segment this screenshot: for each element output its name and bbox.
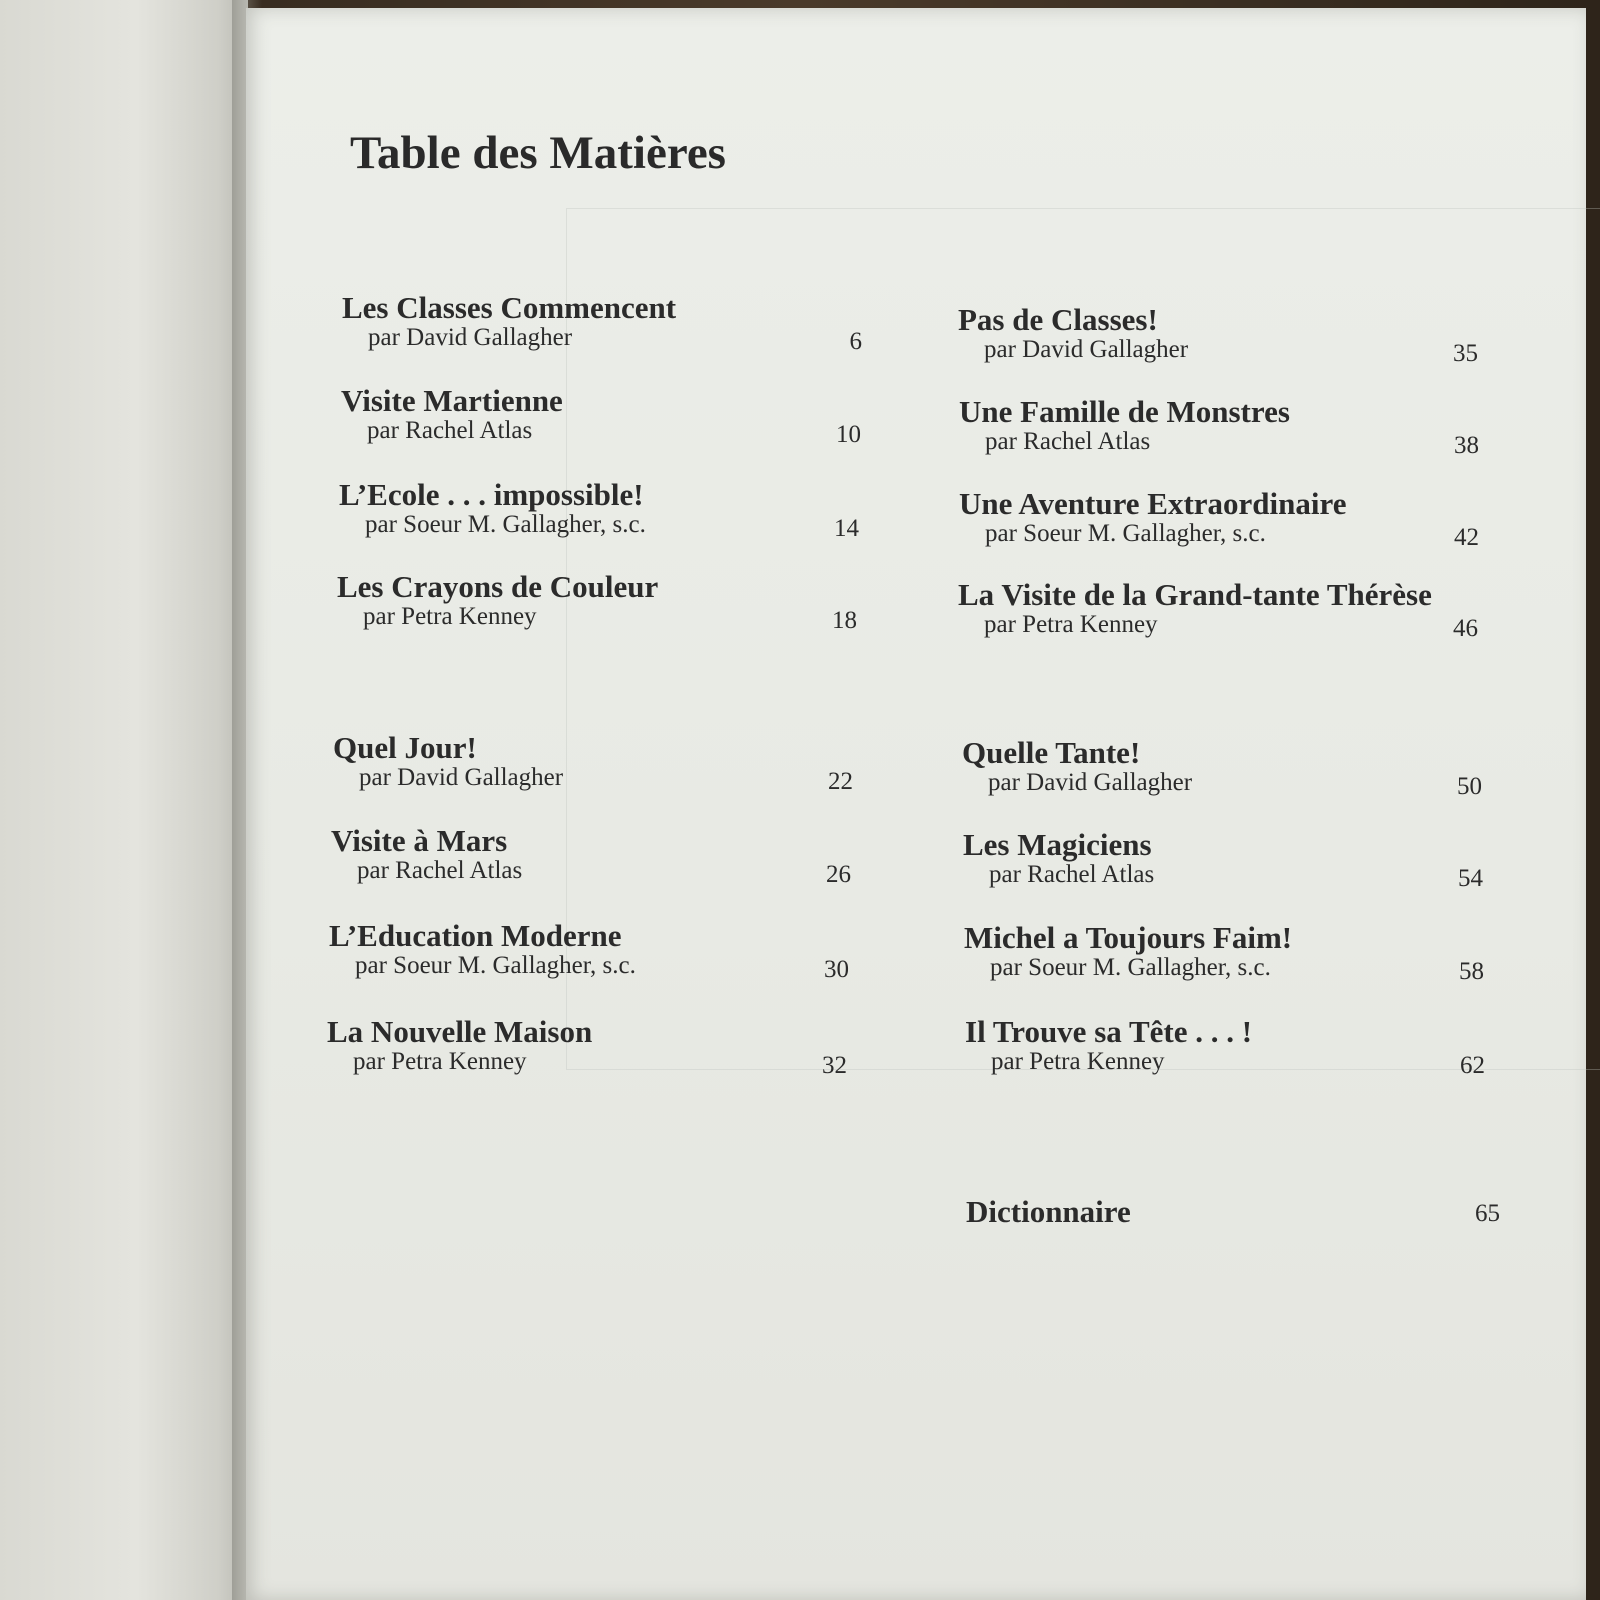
- entry-page-number: 58: [1459, 958, 1484, 985]
- entry-title: Quel Jour!: [333, 730, 477, 765]
- entry-author: par David Gallagher: [988, 769, 1193, 796]
- entry-author: par Soeur M. Gallagher, s.c.: [355, 952, 636, 979]
- entry-title: La Visite de la Grand-tante Thérèse: [958, 577, 1432, 612]
- entry-title: La Nouvelle Maison: [327, 1014, 593, 1049]
- entry-author: par Soeur M. Gallagher, s.c.: [985, 520, 1266, 547]
- entry-author: par David Gallagher: [368, 324, 573, 351]
- entry-author: par Rachel Atlas: [357, 857, 523, 884]
- entry-title: Pas de Classes!: [958, 302, 1158, 337]
- entry-page-number: 30: [824, 956, 849, 983]
- entry-page-number: 32: [822, 1052, 847, 1079]
- entry-page-number: 54: [1458, 865, 1483, 892]
- entry-page-number: 26: [826, 861, 851, 888]
- entry-title: Quelle Tante!: [962, 735, 1141, 770]
- entry-page-number: 42: [1454, 524, 1479, 551]
- entry-title: Il Trouve sa Tête . . . !: [965, 1014, 1253, 1049]
- entry-author: par Rachel Atlas: [367, 417, 533, 444]
- entry-title: Les Crayons de Couleur: [337, 569, 659, 604]
- entry-page-number: 50: [1457, 773, 1482, 800]
- entry-title: Les Magiciens: [963, 827, 1152, 862]
- entry-page-number: 6: [849, 328, 862, 355]
- entry-author: par Soeur M. Gallagher, s.c.: [365, 511, 646, 538]
- entry-author: par David Gallagher: [359, 764, 564, 791]
- entry-page-number: 10: [836, 421, 861, 448]
- left-page: [0, 0, 248, 1600]
- entry-title: Une Famille de Monstres: [959, 394, 1290, 429]
- entry-author: par Rachel Atlas: [985, 428, 1151, 455]
- entry-title: Michel a Toujours Faim!: [964, 920, 1293, 955]
- entry-title: Les Classes Commencent: [342, 290, 677, 325]
- dictionary-title: Dictionnaire: [966, 1194, 1131, 1229]
- page-title: Table des Matières: [350, 127, 726, 179]
- entry-page-number: 14: [834, 515, 859, 542]
- entry-page-number: 35: [1453, 340, 1478, 367]
- right-page: [246, 8, 1586, 1600]
- entry-page-number: 18: [832, 607, 857, 634]
- entry-page-number: 22: [828, 768, 853, 795]
- entry-title: Visite Martienne: [341, 383, 563, 418]
- dictionary-page-number: 65: [1475, 1200, 1500, 1227]
- entry-author: par David Gallagher: [984, 336, 1189, 363]
- entry-author: par Soeur M. Gallagher, s.c.: [990, 954, 1271, 981]
- entry-title: L’Education Moderne: [329, 918, 622, 953]
- entry-author: par Petra Kenney: [363, 603, 537, 630]
- entry-page-number: 46: [1453, 615, 1478, 642]
- entry-title: L’Ecole . . . impossible!: [339, 477, 644, 512]
- entry-page-number: 38: [1454, 432, 1479, 459]
- entry-author: par Petra Kenney: [353, 1048, 527, 1075]
- entry-author: par Petra Kenney: [984, 611, 1158, 638]
- entry-author: par Petra Kenney: [991, 1048, 1165, 1075]
- entry-title: Une Aventure Extraordinaire: [959, 486, 1347, 521]
- entry-title: Visite à Mars: [331, 823, 508, 858]
- entry-author: par Rachel Atlas: [989, 861, 1155, 888]
- entry-page-number: 62: [1460, 1052, 1485, 1079]
